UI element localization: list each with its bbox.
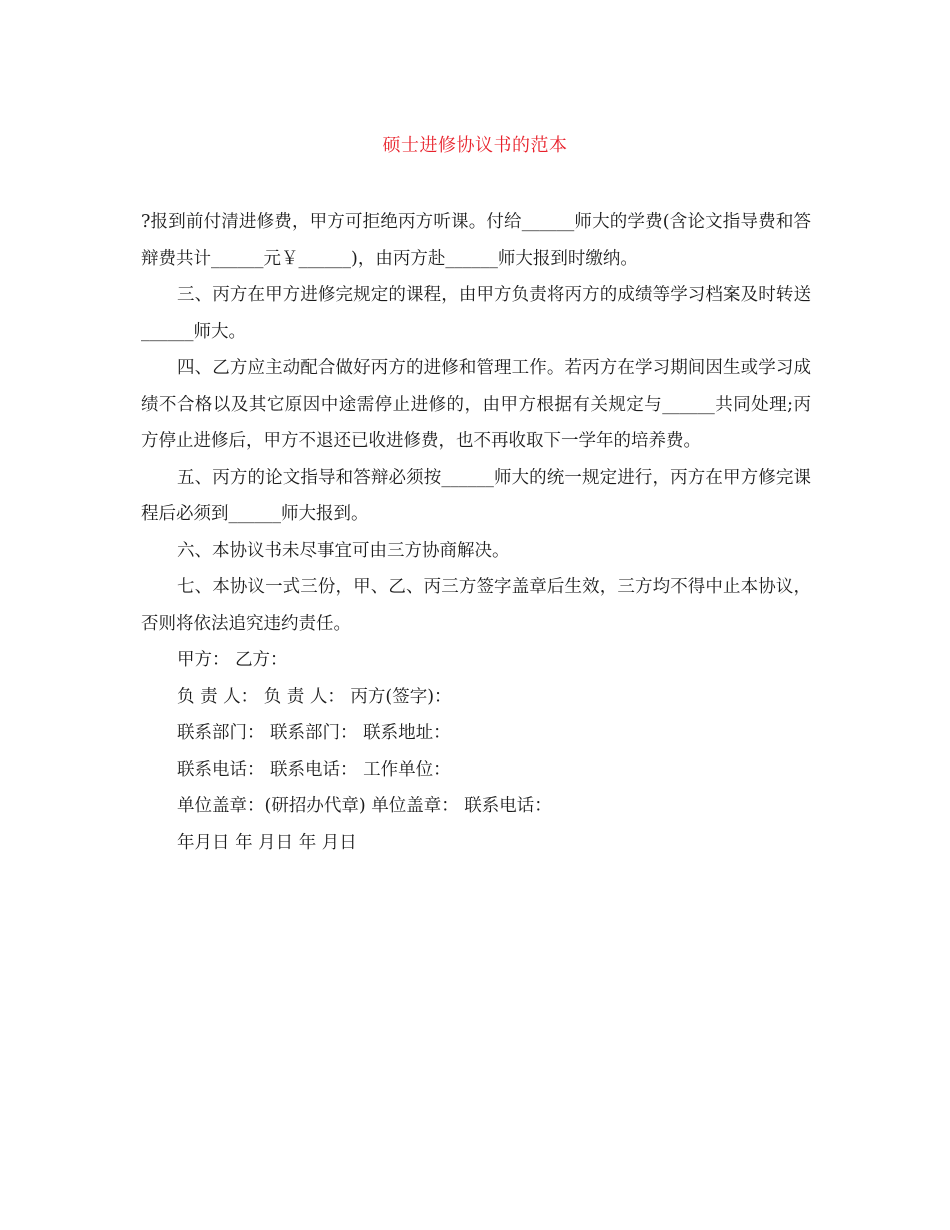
paragraph-clause-5: 五、丙方的论文指导和答辩必须按______师大的统一规定进行，丙方在甲方修完课程后必须到______师大报到。	[141, 467, 811, 524]
signature-line-phone: 联系电话： 联系电话： 工作单位：	[177, 759, 451, 780]
paragraph-clause-6: 六、本协议书未尽事宜可由三方协商解决。	[177, 540, 510, 561]
signature-line-parties: 甲方： 乙方：	[177, 650, 288, 670]
paragraph-clause-3: 三、丙方在甲方进修完规定的课程，由甲方负责将丙方的成绩等学习档案及时转送______师大。	[141, 285, 811, 342]
signature-line-department: 联系部门： 联系部门： 联系地址：	[177, 723, 451, 743]
paragraph-clause-7: 七、本协议一式三份，甲、乙、丙三方签字盖章后生效，三方均不得中止本协议，否则将依法追究违约责任。	[141, 577, 811, 634]
paragraph-payment: ?报到前付清进修费，甲方可拒绝丙方听课。付给______师大的学费(含论文指导费和答辩费共计______元￥______)，由丙方赴______师大报到时缴纳。	[141, 212, 811, 269]
document-body	[141, 204, 811, 861]
document-title: 硕士进修协议书的范本	[382, 135, 568, 156]
signature-line-date: 年月日 年 月日 年 月日	[177, 832, 357, 853]
paragraph-clause-4: 四、乙方应主动配合做好丙方的进修和管理工作。若丙方在学习期间因生或学习成绩不合格以及其它原因中途需停止进修的，由甲方根据有关规定与______共同处理;丙方停止进修后，甲方不退还已收进修费，也不再收取下一学年的培养费。	[141, 358, 811, 451]
signature-line-seal: 单位盖章：(研招办代章) 单位盖章： 联系电话：	[177, 796, 552, 816]
signature-line-responsible: 负 责 人： 负 责 人： 丙方(签字)：	[177, 686, 452, 707]
